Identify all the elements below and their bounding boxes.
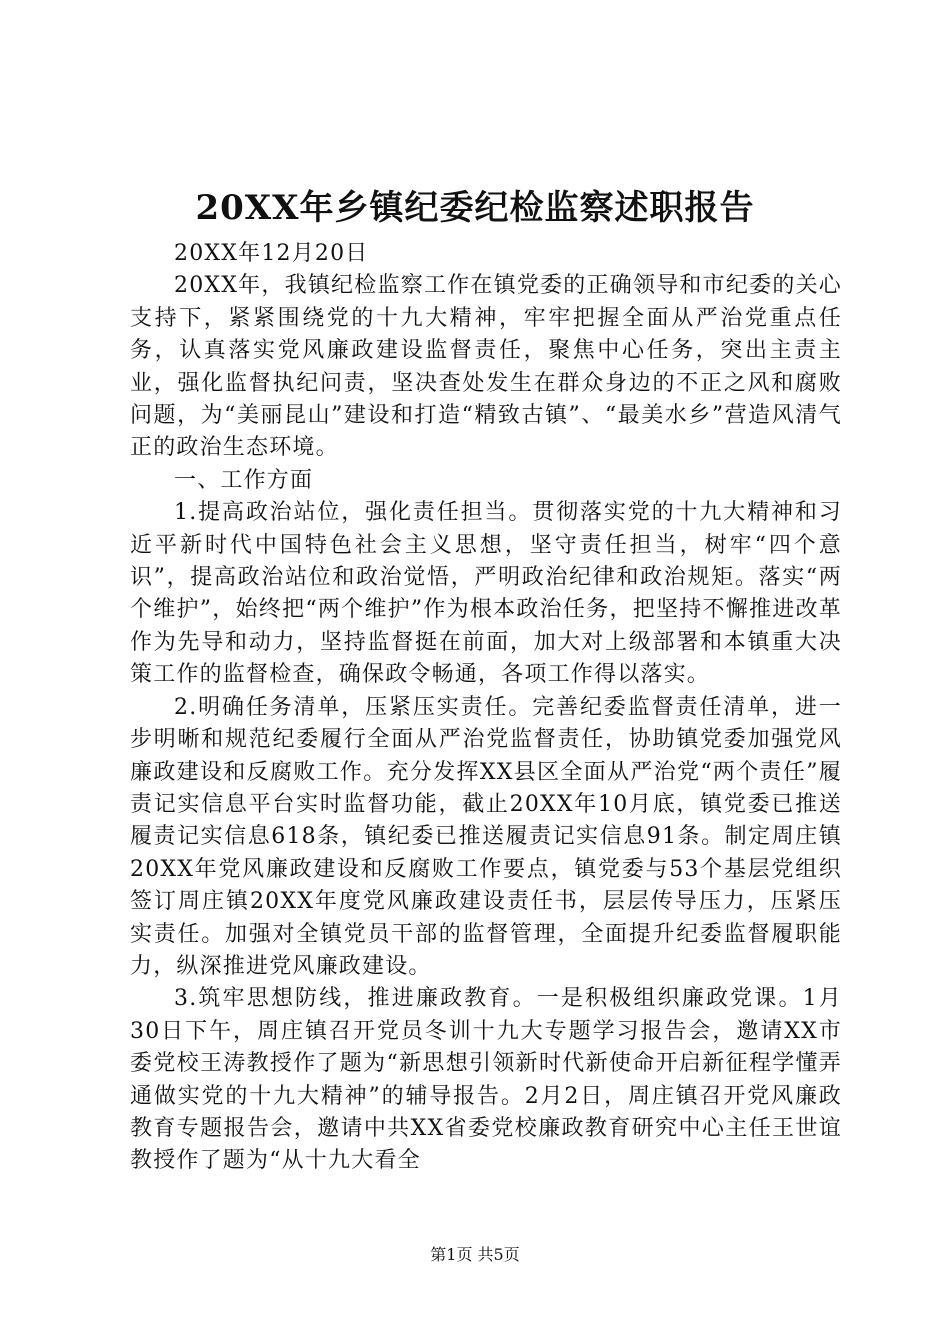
paragraph-intro: 20XX年，我镇纪检监察工作在镇党委的正确领导和市纪委的关心支持下，紧紧围绕党的十九大精神，牢牢把握全面从严治党重点任务，认真落实党风廉政建设监督责任，聚焦中心任务，突出主责主业，强化监督执纪问责，坚决查处发生在群众身边的不正之风和腐败问题，为“美丽昆山”建设和打造“精致古镇”、“最美水乡”营造风清气正的政治生态环境。 bbox=[130, 273, 842, 461]
paragraph-item-2: 2.明确任务清单，压紧压实责任。完善纪委监督责任清单，进一步明晰和规范纪委履行全面从严治党监督责任，协助镇党委加强党风廉政建设和反腐败工作。充分发挥XX县区全面从严治党“两个责任”履责记实信息平台实时监督功能，截止20XX年10月底，镇党委已推送履责记实信息618条，镇纪委已推送履责记实信息91条。制定周庄镇20XX年党风廉政建设和反腐败工作要点，镇党委与53个基层党组织签订周庄镇20XX年度党风廉政建设责任书，层层传导压力，压紧压实责任。加强对全镇党员干部的监督管理，全面提升纪委监督履职能力，纵深推进党风廉政建设。 bbox=[130, 694, 842, 979]
section-heading: 一、工作方面 bbox=[174, 467, 314, 493]
document-date: 20XX年12月20日 bbox=[174, 241, 369, 266]
page-footer: 第1页 共5页 bbox=[430, 1245, 520, 1264]
paragraph-item-1: 1.提高政治站位，强化责任担当。贯彻落实党的十九大精神和习近平新时代中国特色社会主义思想，坚守责任担当，树牢“四个意识”，提高政治站位和政治觉悟，严明政治纪律和政治规矩。落实“两个维护”，始终把“两个维护”作为根本政治任务，把坚持不懈推进改革作为先导和动力，坚持监督挺在前面，加大对上级部署和本镇重大决策工作的监督检查，确保政令畅通，各项工作得以落实。 bbox=[130, 500, 842, 688]
paragraph-item-3: 3.筑牢思想防线，推进廉政教育。一是积极组织廉政党课。1月30日下午，周庄镇召开党员冬训十九大专题学习报告会，邀请XX市委党校王涛教授作了题为“新思想引领新时代新使命开启新征程学懂弄通做实党的十九大精神”的辅导报告。2月2日，周庄镇召开党风廉政教育专题报告会，邀请中共XX省委党校廉政教育研究中心主任王世谊教授作了题为“从十九大看全 bbox=[130, 986, 842, 1174]
document-title: 20XX年乡镇纪委纪检监察述职报告 bbox=[195, 188, 755, 228]
document-body bbox=[130, 238, 842, 1178]
